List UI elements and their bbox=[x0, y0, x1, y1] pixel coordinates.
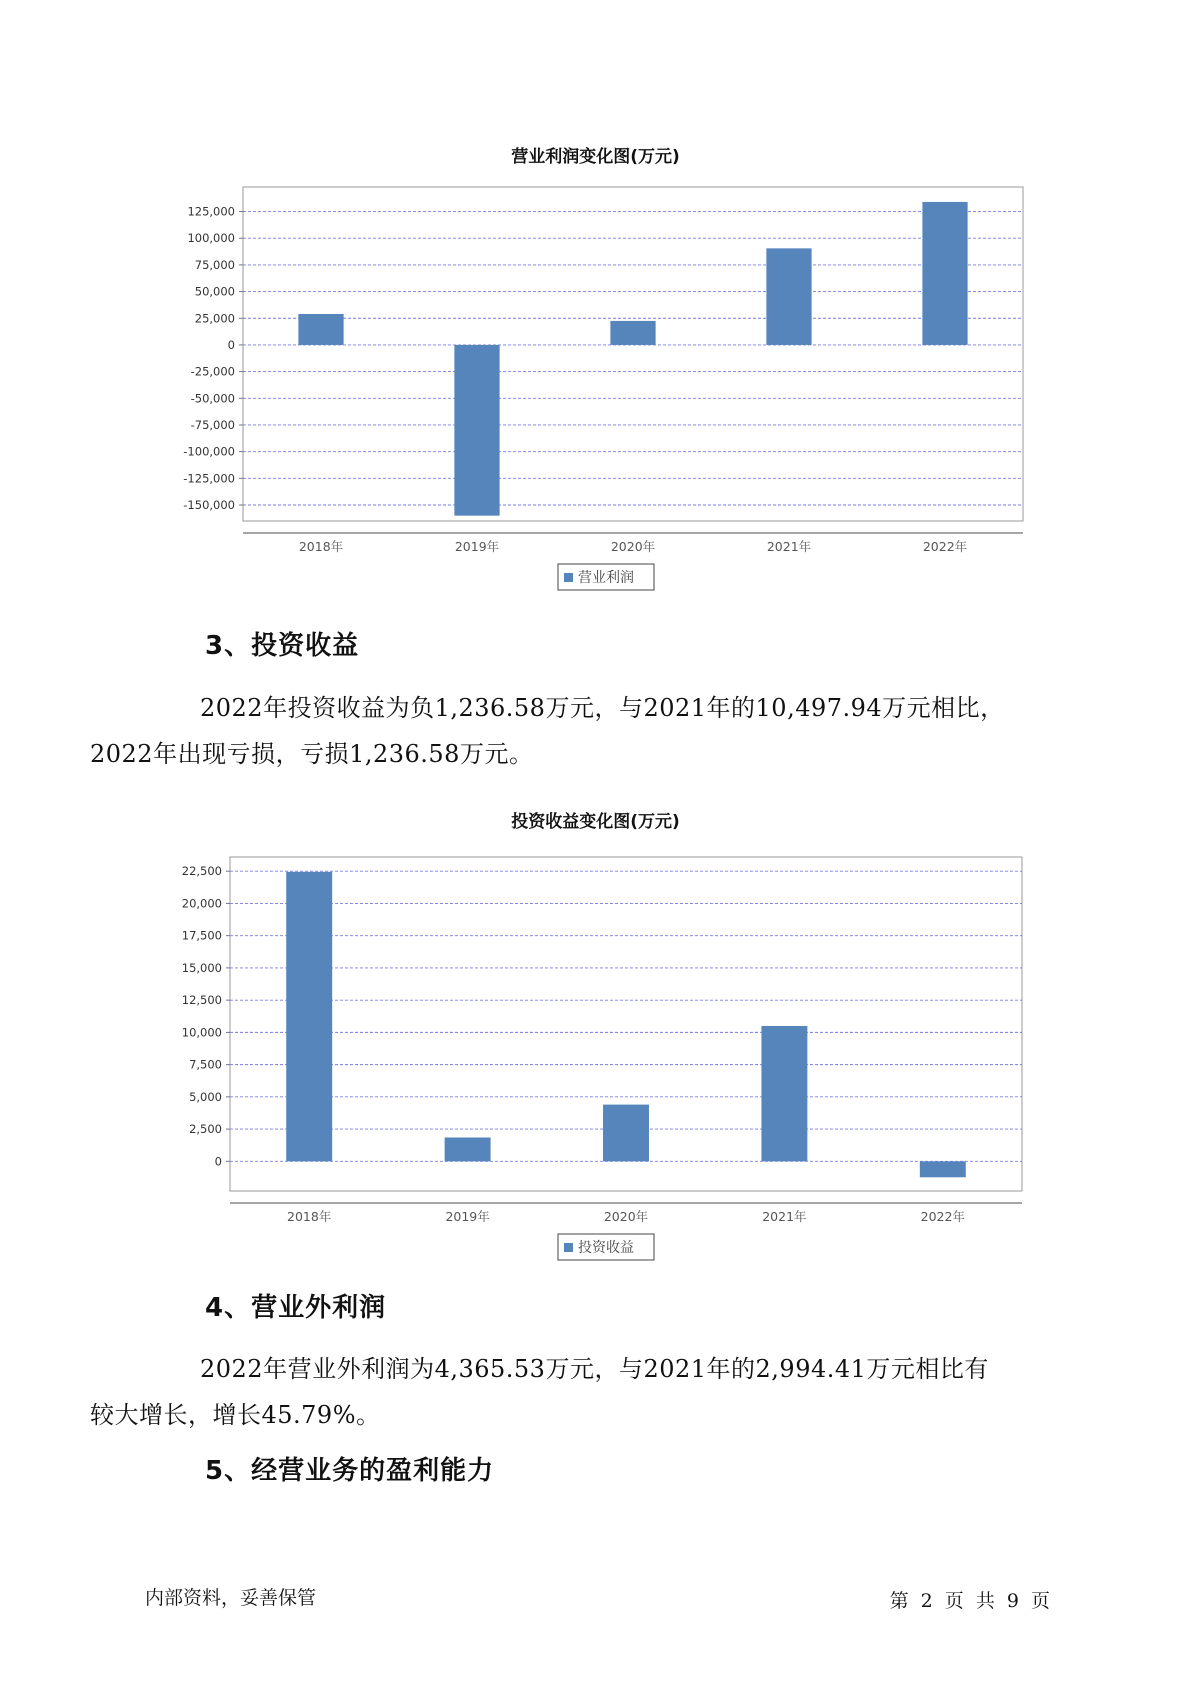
y-tick-label: -25,000 bbox=[190, 364, 235, 379]
y-tick-label: 20,000 bbox=[181, 896, 222, 911]
y-tick-label: 5,000 bbox=[189, 1089, 222, 1104]
x-tick-label: 2018年 bbox=[287, 1209, 332, 1224]
y-tick-label: 0 bbox=[214, 1154, 222, 1169]
x-tick-label: 2021年 bbox=[766, 539, 812, 554]
y-tick-label: 10,000 bbox=[181, 1025, 222, 1040]
y-tick-label: -150,000 bbox=[183, 497, 235, 512]
paragraph-line: 2022年营业外利润为4,365.53万元，与2021年的2,994.41万元相比有 bbox=[200, 1355, 989, 1383]
y-tick-label: -100,000 bbox=[183, 444, 235, 459]
x-tick-label: 2021年 bbox=[762, 1209, 807, 1224]
section-heading-profitability: 5、经营业务的盈利能力 bbox=[205, 1456, 495, 1486]
y-tick-label: 25,000 bbox=[194, 311, 235, 326]
chart-title-investment-income: 投资收益变化图(万元) bbox=[511, 812, 680, 832]
y-tick-label: 0 bbox=[227, 337, 235, 352]
bar-2022年 bbox=[920, 1161, 966, 1177]
section-heading-investment-income: 3、投资收益 bbox=[205, 631, 360, 661]
paragraph-non-operating-profit bbox=[90, 1346, 1050, 1438]
x-tick-label: 2018年 bbox=[298, 539, 344, 554]
paragraph-line: 2022年投资收益为负1,236.58万元，与2021年的10,497.94万元相比， bbox=[200, 694, 1005, 722]
y-tick-label: 50,000 bbox=[194, 284, 235, 299]
legend-label: 营业利润 bbox=[578, 570, 634, 586]
x-tick-label: 2022年 bbox=[922, 539, 968, 554]
y-tick-label: 22,500 bbox=[181, 864, 222, 879]
y-tick-label: -75,000 bbox=[190, 417, 235, 432]
bar-2020年 bbox=[603, 1105, 649, 1162]
x-tick-label: 2020年 bbox=[603, 1209, 649, 1224]
y-tick-label: 125,000 bbox=[187, 204, 235, 219]
legend-label: 投资收益 bbox=[578, 1240, 634, 1256]
paragraph-line: 较大增长，增长45.79%。 bbox=[90, 1401, 381, 1429]
bar-2021年 bbox=[761, 1026, 807, 1161]
legend bbox=[558, 1234, 654, 1260]
y-tick-label: 17,500 bbox=[181, 928, 222, 943]
y-tick-label: 100,000 bbox=[187, 231, 235, 246]
y-tick-label: 2,500 bbox=[189, 1122, 222, 1137]
x-tick-label: 2022年 bbox=[920, 1209, 965, 1224]
chart-title-operating-profit: 营业利润变化图(万元) bbox=[511, 147, 680, 167]
footer-confidential-note: 内部资料，妥善保管 bbox=[145, 1587, 317, 1609]
y-tick-label: -125,000 bbox=[183, 471, 235, 486]
bar-2019年 bbox=[445, 1137, 491, 1161]
legend-swatch bbox=[564, 1243, 573, 1252]
bar-2018年 bbox=[286, 872, 332, 1162]
y-tick-label: 7,500 bbox=[189, 1057, 222, 1072]
paragraph-line: 2022年出现亏损，亏损1,236.58万元。 bbox=[90, 740, 534, 768]
y-tick-label: 15,000 bbox=[181, 960, 222, 975]
section-heading-non-operating-profit: 4、营业外利润 bbox=[205, 1293, 387, 1323]
x-tick-label: 2019年 bbox=[445, 1209, 490, 1224]
y-tick-label: -50,000 bbox=[190, 391, 235, 406]
y-tick-label: 12,500 bbox=[181, 993, 222, 1008]
x-tick-label: 2019年 bbox=[454, 539, 500, 554]
x-tick-label: 2020年 bbox=[610, 539, 656, 554]
footer-page-number: 第 2 页 共 9 页 bbox=[889, 1590, 1050, 1612]
y-tick-label: 75,000 bbox=[194, 257, 235, 272]
